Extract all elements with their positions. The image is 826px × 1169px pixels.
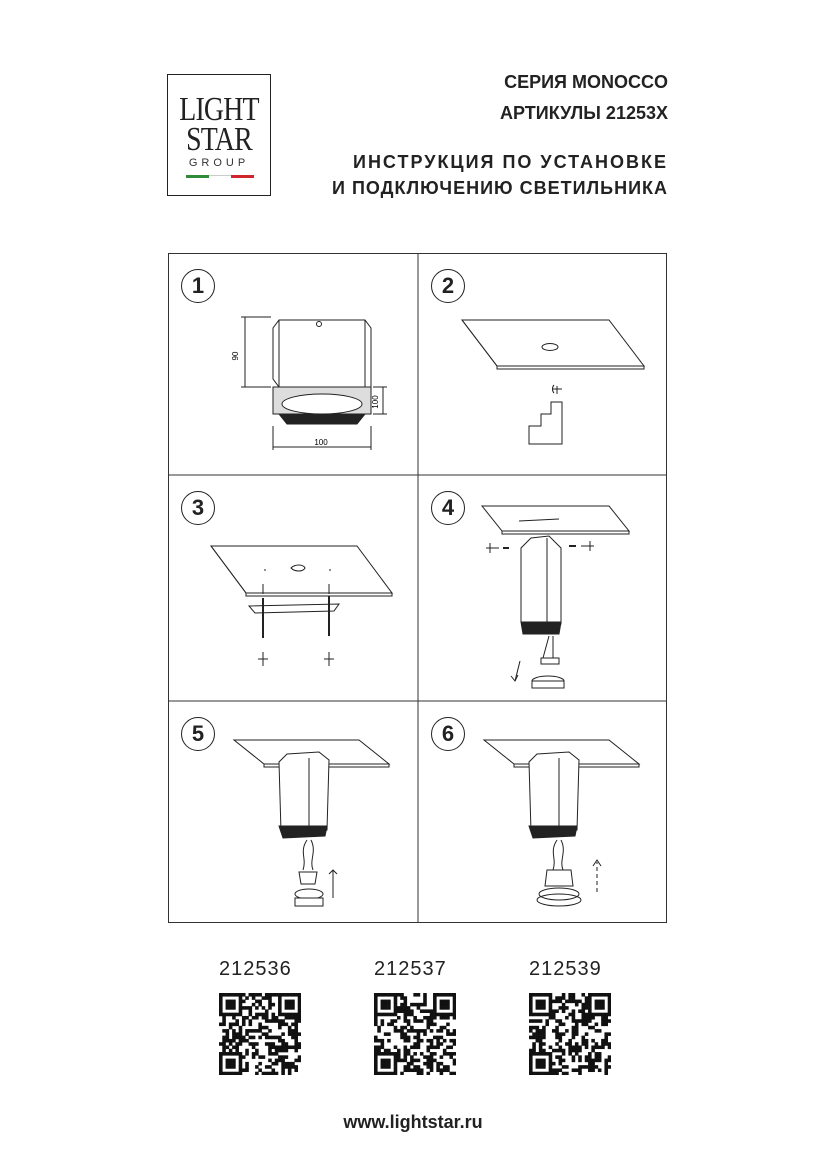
step-6-panel (419, 702, 668, 924)
flag-white (209, 175, 232, 178)
wiring-connection-drawing (419, 476, 668, 702)
step-1-panel (169, 254, 419, 476)
step-2-number: 2 (431, 269, 465, 303)
articles-title: АРТИКУЛЫ 21253X (500, 103, 668, 123)
flag-red (231, 175, 254, 178)
step-5-number: 5 (181, 717, 215, 751)
logo-line-star: STAR (186, 121, 252, 158)
italian-flag-stripe (186, 175, 254, 178)
step-4-panel (419, 476, 668, 702)
product-code-3: 212539 (529, 958, 602, 980)
logo-line-light: LIGHT (179, 91, 259, 128)
website-link[interactable]: www.lightstar.ru (343, 1112, 483, 1132)
logo-line-group: GROUP (188, 157, 250, 169)
step-4-number: 4 (431, 491, 465, 525)
product-code-2: 212537 (374, 958, 447, 980)
step-3-number: 3 (181, 491, 215, 525)
step-1-number: 1 (181, 269, 215, 303)
final-assembly-drawing (419, 702, 668, 924)
instruction-title-line1: ИНСТРУКЦИЯ ПО УСТАНОВКЕ (353, 152, 668, 172)
instruction-title-line2: И ПОДКЛЮЧЕНИЮ СВЕТИЛЬНИКА (332, 178, 668, 198)
qr-code-icon (529, 993, 611, 1075)
lamp-insertion-drawing (169, 702, 419, 924)
series-title: СЕРИЯ MONOCCO (504, 72, 668, 92)
step-6-number: 6 (431, 717, 465, 751)
luminaire-dimensions-drawing (169, 254, 419, 476)
brand-logo (167, 74, 271, 196)
step-3-panel (169, 476, 419, 702)
product-code-1: 212536 (219, 958, 292, 980)
installation-steps-grid (168, 253, 667, 923)
dim-ring-label: 100 (371, 395, 380, 409)
flag-green (186, 175, 209, 178)
step-2-panel (419, 254, 668, 476)
mounting-plate-drawing (169, 476, 419, 702)
dim-height-label: 90 (231, 351, 240, 361)
ceiling-drilling-drawing (419, 254, 668, 476)
step-5-panel (169, 702, 419, 924)
qr-code-icon (374, 993, 456, 1075)
qr-code-icon (219, 993, 301, 1075)
dim-width-label: 100 (314, 438, 328, 447)
